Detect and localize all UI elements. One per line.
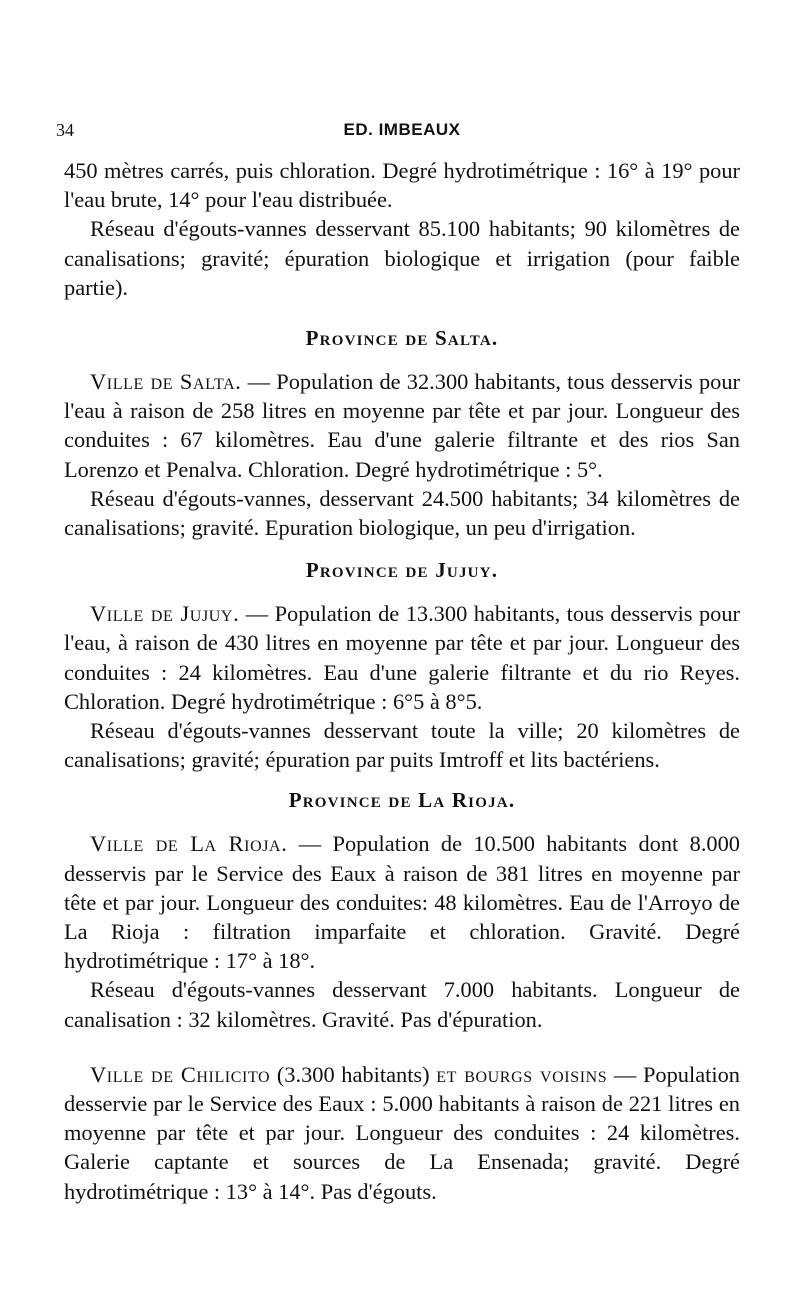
running-head: ED. IMBEAUX xyxy=(343,120,461,139)
intro-paragraph-1: 450 mètres carrés, puis chloration. Degré hydrotimétrique : 16° à 19° pour l'eau brute, 14° pour l'eau distribuée. xyxy=(64,158,740,213)
salta-paragraph-2: Réseau d'égouts-vannes, desservant 24.500 habitants; 34 kilomètres de canalisations; gravité. Epuration biologique, un peu d'irrigation. xyxy=(64,485,740,541)
jujuy-paragraph-2: Réseau d'égouts-vannes desservant toute la ville; 20 kilomètres de canalisations; gravité; épuration par puits Imtroff et lits bactériens. xyxy=(64,718,740,773)
section-heading-rioja: Province de La Rioja. xyxy=(288,788,516,813)
chilicito-paragraph-text: — Population desservie par le Service des Eaux : 5.000 habitants à raison de 221 litres en moyenne par tête et par jour. Longueur des conduites : 24 kilomètres. Galerie captante et sources de La Ensenada; gravité. Degré hydrotimétrique : 13° à 14°. Pas d'égouts. xyxy=(64,1061,740,1204)
intro-paragraph-2: Réseau d'égouts-vannes desservant 85.100 habitants; 90 kilomètres de canalisations; gravité; épuration biologique et irrigation (pour faible partie). xyxy=(64,216,740,300)
page-number: 34 xyxy=(56,120,74,140)
page-header xyxy=(56,120,740,150)
chilicito-city-name: Ville de Chilicito xyxy=(90,1061,271,1087)
salta-city-name: Ville de Salta. xyxy=(90,369,242,395)
salta-paragraph-1 xyxy=(64,367,740,484)
chilicito-paragraph xyxy=(64,1060,740,1206)
section-heading-jujuy: Province de Jujuy. xyxy=(305,558,499,583)
rioja-paragraph-1-text: — Population de 10.500 habitants dont 8.000 desservis par le Service des Eaux à raison de 381 litres en moyenne par tête et par jour. Longueur des conduites: 48 kilomètres. Eau de l'Arroyo de La Rioja : filtration imparfaite et chloration. Gravité. Degré hydrotimétrique : 17° à 18°. xyxy=(64,831,740,974)
jujuy-city-name: Ville de Jujuy. xyxy=(90,601,240,627)
page xyxy=(56,120,741,1206)
rioja-city-name: Ville de La Rioja. xyxy=(90,831,288,857)
chilicito-suffix: et bourgs voisins xyxy=(436,1061,608,1087)
section-heading-salta: Province de Salta. xyxy=(305,326,499,351)
jujuy-paragraph-1-text: — Population de 13.300 habitants, tous desservis pour l'eau, à raison de 430 litres en moyenne par tête et par jour. Longueur des conduites : 24 kilomètres. Eau d'une galerie filtrante et du rio Reyes. Chloration. Degré hydrotimétrique : 6°5 à 8°5. xyxy=(64,601,741,714)
rioja-paragraph-2: Réseau d'égouts-vannes desservant 7.000 habitants. Longueur de canalisation : 32 kilomètres. Gravité. Pas d'épuration. xyxy=(64,977,740,1032)
salta-paragraph-1-text: — Population de 32.300 habitants, tous desservis pour l'eau à raison de 258 litres en moyenne par tête et par jour. Longueur des conduites : 67 kilomètres. Eau d'une galerie filtrante et des rios San Lorenzo et Penalva. Chloration. Degré hydrotimétrique : 5°. xyxy=(64,369,740,482)
chilicito-population: (3.300 habitants) xyxy=(270,1061,437,1087)
rioja-paragraph-1 xyxy=(64,829,740,975)
jujuy-paragraph-1 xyxy=(64,599,740,716)
